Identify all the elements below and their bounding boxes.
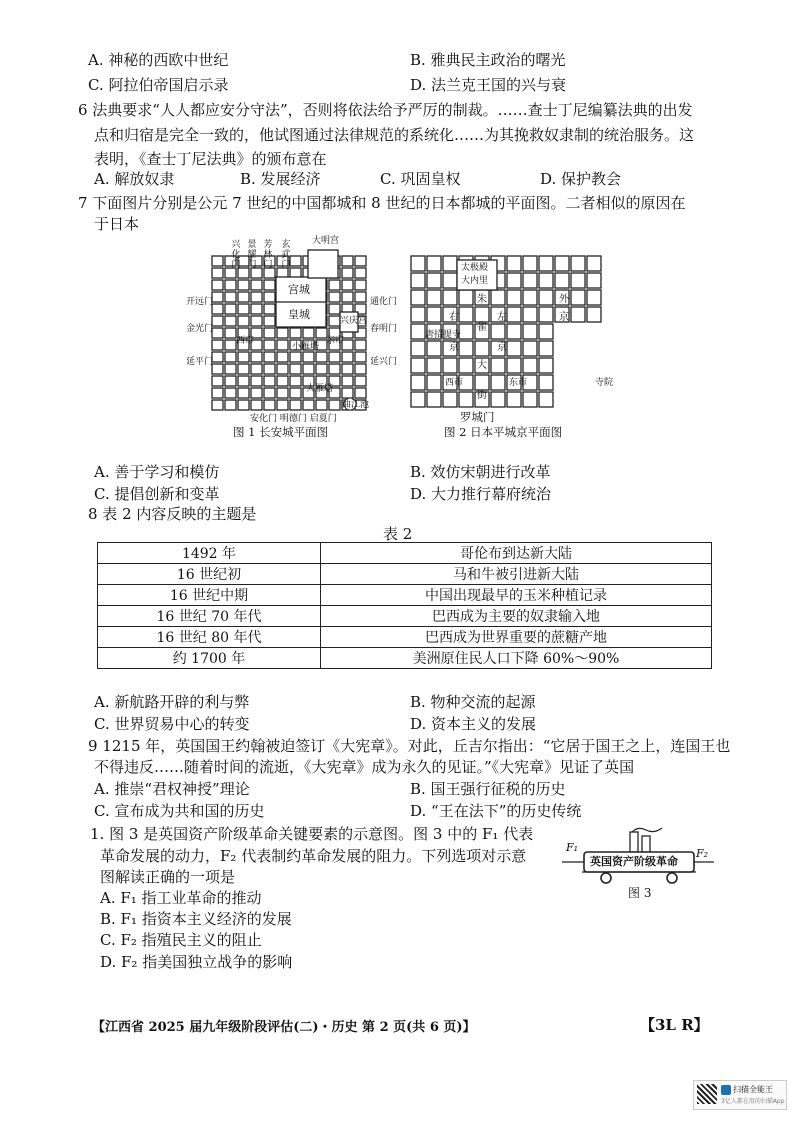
q10-stem-line3: 图解读正确的一项是 (100, 868, 236, 886)
heijo-west-market: 西市 (445, 378, 464, 388)
city-block (491, 290, 505, 305)
city-block-outer (571, 256, 585, 271)
city-block (491, 392, 505, 407)
city-block (355, 376, 366, 386)
city-block (225, 376, 236, 386)
q6-option-d: D. 保护教会 (540, 170, 622, 188)
city-block (507, 256, 521, 271)
city-block (290, 364, 301, 374)
city-block (225, 340, 236, 350)
city-block (264, 400, 275, 410)
heijo-map (405, 250, 625, 420)
city-block (523, 290, 537, 305)
city-block (329, 316, 340, 326)
heijo-dainai: 大内里 (461, 276, 489, 286)
city-block (539, 341, 553, 356)
heijo-jie: 街 (477, 390, 487, 401)
city-block (264, 328, 275, 338)
city-block (411, 290, 425, 305)
city-block (523, 324, 537, 339)
city-block (491, 358, 505, 373)
city-block (251, 400, 262, 410)
q8-table (97, 542, 712, 669)
heijo-tangzhao: 唐招提寺 (425, 330, 462, 340)
city-block (277, 328, 288, 338)
changan-qujiang: 曲江池 (342, 400, 370, 410)
city-block (539, 392, 553, 407)
changan-imperial: 皇城 (288, 308, 310, 321)
q6-stem-line2: 点和归宿是完全一致的，他试图通过法律规范的系统化……为其挽救奴隶制的统治服务。这 (94, 126, 695, 144)
city-block (475, 375, 489, 390)
city-block (238, 304, 249, 314)
city-block (225, 304, 236, 314)
fig3-f2: F₂ (696, 847, 709, 860)
q9-stem-line2: 不得违反……随着时间的流逝，《大宪章》成为永久的见证。”《大宪章》见证了英国 (94, 758, 635, 776)
city-block (507, 324, 521, 339)
city-block (523, 273, 537, 288)
city-block (427, 290, 441, 305)
q8-stem: 8 表 2 内容反映的主题是 (88, 505, 257, 523)
city-block (303, 328, 314, 338)
city-block (475, 307, 489, 322)
city-block (459, 324, 473, 339)
city-block (316, 352, 327, 362)
city-block (316, 364, 327, 374)
heijo-you: 右 (449, 312, 459, 323)
city-block (411, 307, 425, 322)
changan-gate-top-3: 芳林门 (263, 240, 273, 270)
city-block (225, 400, 236, 410)
city-block (238, 316, 249, 326)
city-block (523, 358, 537, 373)
city-block (238, 400, 249, 410)
city-block (329, 304, 340, 314)
city-block (251, 376, 262, 386)
city-block (251, 316, 262, 326)
city-block (212, 352, 223, 362)
changan-east-market: 东市 (326, 336, 345, 346)
table-cell-time: 约 1700 年 (98, 648, 321, 669)
city-block (251, 304, 262, 314)
city-block-outer (587, 290, 601, 305)
city-block (443, 290, 457, 305)
city-block-outer (571, 307, 585, 322)
city-block (238, 280, 249, 290)
city-block (251, 364, 262, 374)
q10-option-a: A. F₁ 指工业革命的推动 (100, 889, 262, 907)
city-block (342, 256, 353, 266)
scanner-watermark (693, 1080, 787, 1110)
table-cell-time: 16 世纪 80 年代 (98, 627, 321, 648)
heijo-jing3: 京 (559, 312, 569, 323)
table-cell-time: 1492 年 (98, 543, 321, 564)
city-block (212, 316, 223, 326)
city-block (475, 341, 489, 356)
city-block (539, 324, 553, 339)
q7-option-d: D. 大力推行幕府统治 (410, 485, 552, 503)
city-block (411, 273, 425, 288)
heijo-luocheng: 罗城门 (460, 410, 495, 424)
changan-gate-top-4: 玄武门 (281, 240, 291, 270)
table-cell-event: 巴西成为主要的奴隶输入地 (321, 606, 712, 627)
city-block (411, 375, 425, 390)
city-block (251, 280, 262, 290)
city-block (443, 358, 457, 373)
city-block (427, 341, 441, 356)
city-block (355, 292, 366, 302)
city-block (329, 292, 340, 302)
q7-stem-line2: 于日本 (94, 215, 140, 233)
table-cell-event: 哥伦布到达新大陆 (321, 543, 712, 564)
city-block (342, 292, 353, 302)
exam-code: 【3L R】 (640, 1016, 709, 1034)
table-cell-time: 16 世纪中期 (98, 585, 321, 606)
city-block (459, 358, 473, 373)
changan-gate-right-1: 通化门 (370, 297, 398, 307)
city-block (264, 280, 275, 290)
city-block (212, 364, 223, 374)
city-block (264, 388, 275, 398)
table-row (98, 585, 712, 606)
city-block (277, 340, 288, 350)
city-block-outer (587, 256, 601, 271)
city-block (212, 292, 223, 302)
city-block (290, 256, 301, 266)
city-block-outer (587, 307, 601, 322)
city-block (411, 392, 425, 407)
city-block (212, 304, 223, 314)
city-block (277, 388, 288, 398)
city-block (539, 358, 553, 373)
city-block (459, 341, 473, 356)
city-block (507, 341, 521, 356)
q9-option-b: B. 国王强行征税的历史 (410, 780, 566, 798)
city-block (225, 316, 236, 326)
city-block (303, 364, 314, 374)
city-block (427, 307, 441, 322)
q5-option-b: B. 雅典民主政治的曙光 (410, 51, 566, 69)
city-block (539, 290, 553, 305)
q5-option-d: D. 法兰克王国的兴与衰 (410, 76, 567, 94)
city-block (225, 292, 236, 302)
changan-west-market: 西市 (236, 336, 255, 346)
city-block (427, 375, 441, 390)
heijo-east-market: 东市 (509, 378, 528, 388)
city-block (491, 375, 505, 390)
q9-option-d: D. “王在法下”的历史传统 (410, 802, 582, 820)
city-block (342, 364, 353, 374)
q7-option-b: B. 效仿宋朝进行改革 (410, 463, 551, 481)
table-cell-event: 巴西成为世界重要的蔗糖产地 (321, 627, 712, 648)
changan-gate-top-2: 景耀门 (247, 240, 257, 270)
city-block (212, 328, 223, 338)
city-block (411, 256, 425, 271)
city-block (277, 364, 288, 374)
city-block (329, 280, 340, 290)
fig1-caption: 图 1 长安城平面图 (233, 425, 329, 439)
table-row (98, 648, 712, 669)
city-block (225, 352, 236, 362)
city-block (411, 341, 425, 356)
q6-stem-line1: 6 法典要求“人人都应安分守法”，否则将依法给予严厉的制裁。……查士丁尼编纂法典的出发 (78, 101, 693, 119)
heijo-da: 大 (477, 360, 487, 371)
watermark-sub: 3亿人都在用的扫描App (721, 1098, 785, 1105)
city-block (290, 328, 301, 338)
city-block (355, 268, 366, 278)
city-block (251, 292, 262, 302)
q5-option-a: A. 神秘的西欧中世纪 (88, 51, 229, 69)
q6-option-c: C. 巩固皇权 (380, 170, 461, 188)
q10-option-d: D. F₂ 指美国独立战争的影响 (100, 953, 293, 971)
heijo-jing2: 京 (497, 342, 507, 353)
page-footer: 【江西省 2025 届九年级阶段评估(二)・历史 第 2 页(共 6 页)】 (92, 1020, 476, 1035)
heijo-zuo: 左 (497, 312, 507, 323)
city-block (411, 324, 425, 339)
table-cell-time: 16 世纪 70 年代 (98, 606, 321, 627)
table-cell-event: 马和牛被引进新大陆 (321, 564, 712, 585)
fig2-caption: 图 2 日本平城京平面图 (444, 425, 563, 439)
city-block (225, 280, 236, 290)
city-block (238, 364, 249, 374)
changan-gate-right-2: 春明门 (370, 324, 398, 334)
city-block (225, 388, 236, 398)
scanner-logo-icon (721, 1085, 731, 1095)
q6-option-b: B. 发展经济 (240, 170, 321, 188)
city-block-outer (587, 273, 601, 288)
changan-gate-top-1: 兴化门 (231, 240, 241, 270)
city-block (329, 352, 340, 362)
city-block (427, 273, 441, 288)
city-block (443, 273, 457, 288)
city-block (264, 352, 275, 362)
q8-table-title: 表 2 (383, 525, 413, 543)
fig3-label: 英国资产阶级革命 (590, 855, 678, 868)
fig3-caption: 图 3 (628, 886, 652, 900)
q8-option-c: C. 世界贸易中心的转变 (94, 715, 250, 733)
heijo-que: 雀 (477, 322, 487, 333)
city-block (212, 376, 223, 386)
city-block (290, 352, 301, 362)
city-block (411, 358, 425, 373)
city-block (355, 388, 366, 398)
city-block-outer (555, 256, 569, 271)
city-block (507, 273, 521, 288)
city-block (539, 256, 553, 271)
city-block (355, 352, 366, 362)
city-block (329, 400, 340, 410)
city-block (212, 280, 223, 290)
city-block (539, 375, 553, 390)
q10-stem-line2: 革命发展的动力，F₂ 代表制约革命发展的阻力。下列选项对示意 (100, 847, 527, 865)
city-block (427, 256, 441, 271)
city-block (355, 340, 366, 350)
city-block (264, 292, 275, 302)
city-block (523, 341, 537, 356)
city-block (264, 304, 275, 314)
city-block (539, 307, 553, 322)
city-block-outer (571, 273, 585, 288)
q10-option-c: C. F₂ 指殖民主义的阻止 (100, 931, 262, 949)
city-block (290, 376, 301, 386)
city-block (507, 358, 521, 373)
heijo-zhu: 朱 (477, 294, 487, 305)
changan-south-gates: 安化门 明德门 启夏门 (250, 414, 337, 424)
city-block (427, 358, 441, 373)
table-row (98, 627, 712, 648)
changan-palace: 宫城 (288, 283, 310, 296)
changan-gate-left-3: 延平门 (186, 357, 214, 367)
city-block (507, 290, 521, 305)
fig3-f1: F₁ (566, 841, 579, 854)
q7-option-c: C. 提倡创新和变革 (94, 485, 220, 503)
q6-stem-line3: 表明，《查士丁尼法典》的颁布意在 (94, 150, 327, 168)
city-block (507, 392, 521, 407)
city-block (459, 392, 473, 407)
city-block (303, 352, 314, 362)
q10-option-b: B. F₁ 指资本主义经济的发展 (100, 910, 292, 928)
city-block (443, 256, 457, 271)
city-block (316, 400, 327, 410)
changan-dayan: 大雁塔 (306, 384, 334, 394)
city-block (212, 340, 223, 350)
city-block (329, 364, 340, 374)
city-block (290, 388, 301, 398)
city-block (342, 268, 353, 278)
q9-stem-line1: 9 1215 年，英国国王约翰被迫签订《大宪章》。对此，丘吉尔指出：“它居于国王之上，连国王也 (88, 737, 731, 755)
city-block (277, 352, 288, 362)
city-block (342, 376, 353, 386)
city-block (355, 256, 366, 266)
table-row (98, 606, 712, 627)
city-block (491, 324, 505, 339)
city-block (539, 273, 553, 288)
q9-option-a: A. 推崇“君权神授”理论 (94, 780, 250, 798)
city-block (212, 400, 223, 410)
watermark-app: 扫描全能王 (733, 1085, 773, 1094)
table-cell-time: 16 世纪初 (98, 564, 321, 585)
table-row (98, 564, 712, 585)
table-cell-event: 中国出现最早的玉米种植记录 (321, 585, 712, 606)
city-block (355, 364, 366, 374)
heijo-wai: 外 (559, 294, 569, 305)
fig3-diagram (562, 826, 714, 906)
city-block (264, 376, 275, 386)
city-block (264, 364, 275, 374)
city-block-outer (571, 290, 585, 305)
city-block (251, 352, 262, 362)
changan-map (180, 232, 398, 432)
city-block (507, 307, 521, 322)
city-block (427, 392, 441, 407)
city-block (459, 290, 473, 305)
city-block (277, 400, 288, 410)
city-block (264, 340, 275, 350)
city-block (342, 388, 353, 398)
changan-xiaoyan: 小雁塔 (292, 342, 320, 352)
city-block (238, 352, 249, 362)
heijo-temple: 寺院 (595, 378, 614, 388)
city-block (523, 307, 537, 322)
city-block (443, 392, 457, 407)
city-block (459, 307, 473, 322)
q5-option-c: C. 阿拉伯帝国启示录 (88, 76, 229, 94)
q8-option-b: B. 物种交流的起源 (410, 693, 536, 711)
city-block (355, 280, 366, 290)
city-block (342, 352, 353, 362)
changan-gate-right-3: 延兴门 (370, 357, 398, 367)
heijo-jing1: 京 (449, 342, 459, 353)
city-block (523, 392, 537, 407)
city-block (212, 256, 223, 266)
city-block (212, 388, 223, 398)
q9-option-c: C. 宣布成为共和国的历史 (94, 802, 265, 820)
city-block (238, 292, 249, 302)
city-block (303, 400, 314, 410)
city-block (523, 256, 537, 271)
changan-gate-left-2: 金光门 (186, 324, 214, 334)
q8-option-d: D. 资本主义的发展 (410, 715, 537, 733)
city-block-outer (555, 273, 569, 288)
city-block (238, 376, 249, 386)
table-cell-event: 美洲原住民人口下降 60%～90% (321, 648, 712, 669)
q10-stem-line1: 1. 图 3 是英国资产阶级革命关键要素的示意图。图 3 中的 F₁ 代表 (90, 825, 534, 843)
city-block (225, 364, 236, 374)
city-block (238, 388, 249, 398)
q6-option-a: A. 解放奴隶 (94, 170, 175, 188)
city-block (342, 280, 353, 290)
q8-option-a: A. 新航路开辟的利与弊 (94, 693, 250, 711)
q7-option-a: A. 善于学习和模仿 (94, 463, 220, 481)
city-block (212, 268, 223, 278)
changan-gate-left-1: 开远门 (186, 297, 214, 307)
city-block (290, 400, 301, 410)
city-block (277, 376, 288, 386)
changan-xingqing: 兴庆宫 (340, 316, 368, 326)
q7-stem-line1: 7 下面图片分别是公元 7 世纪的中国都城和 8 世纪的日本都城的平面图。二者相似的原因在 (78, 194, 686, 212)
city-block (251, 388, 262, 398)
table-row (98, 543, 712, 564)
qr-code-icon (697, 1084, 717, 1104)
city-block (264, 316, 275, 326)
heijo-daikyoku: 太极殿 (461, 263, 489, 273)
city-block (225, 328, 236, 338)
changan-daming: 大明宫 (312, 236, 340, 246)
